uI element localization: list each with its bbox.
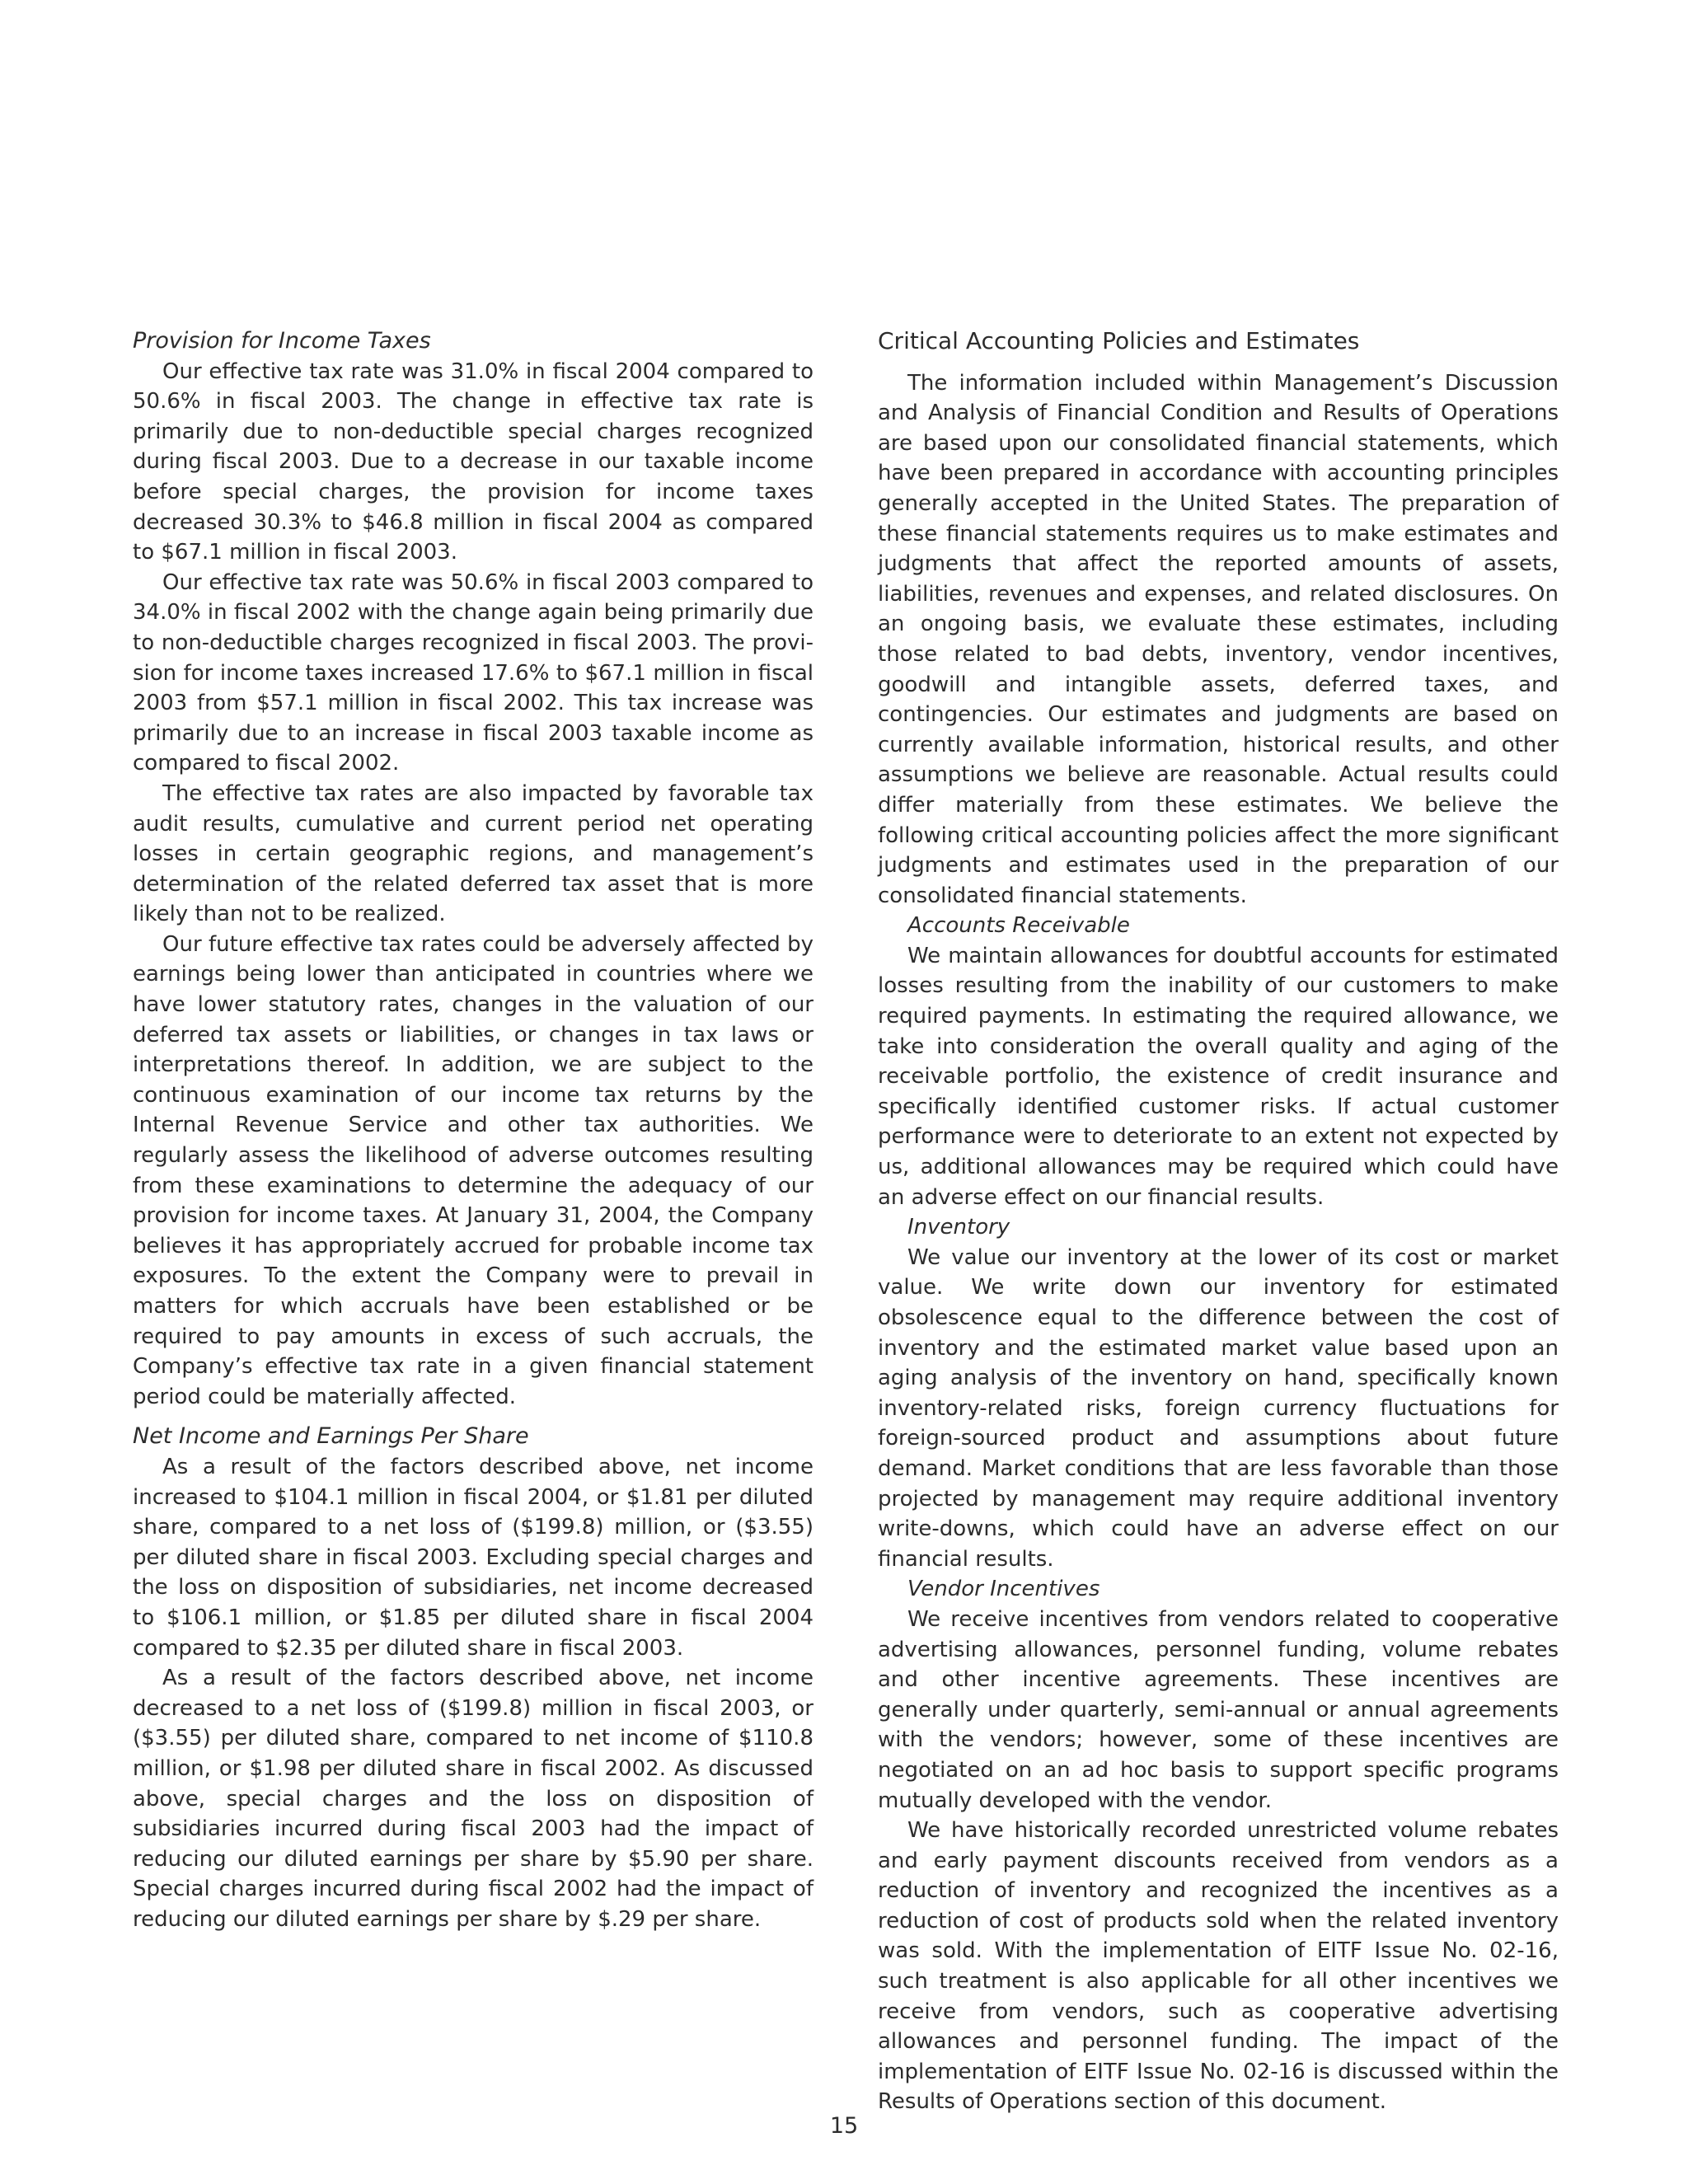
right-column	[878, 326, 1559, 2117]
net-income-paragraph-2: As a result of the factors described above, net income decreased to a net loss of ($199.8) million in fiscal 2003, or ($3.55) per diluted share, compared to net income of $110.8 million, or $1.98 per diluted share in fiscal 2002. As discussed above, special charges and the loss on disposition of subsidiaries incurred during fiscal 2003 had the impact of reducing our diluted earnings per share by $5.90 per share. Special charges incurred during fiscal 2002 had the impact of reducing our diluted earnings per share by $.29 per share.	[133, 1666, 814, 1932]
inventory-subhead: Inventory	[907, 1215, 1010, 1240]
vendor-incentives-subhead: Vendor Incentives	[907, 1577, 1100, 1602]
inventory-paragraph: We value our inventory at the lower of its cost or market value. We write down our inventory for estimated obsolescence equal to the difference between the cost of inventory and the estimated market value based upon an aging analysis of the inventory on hand, specifically known inventory-related risks, foreign currency fluctuations for foreign-sourced product and assumptions about future demand. Market conditions that are less favorable than those projected by management may require additional inventory write-downs, which could have an adverse effect on our financial results.	[878, 1244, 1559, 1572]
net-income-paragraph-1: As a result of the factors described above, net income increased to $104.1 million in fiscal 2004, or $1.81 per diluted share, compared to a net loss of ($199.8) million, or ($3.55) per diluted share in fiscal 2003. Excluding special charges and the loss on disposition of subsidiaries, net income decreased to $106.1 million, or $1.85 per diluted share in fiscal 2004 compared to $2.35 per diluted share in fiscal 2003.	[133, 1454, 814, 1661]
page-number: 15	[829, 2113, 859, 2139]
critical-accounting-heading: Critical Accounting Policies and Estimates	[878, 327, 1360, 354]
left-column	[133, 326, 814, 1934]
section-spacer	[133, 1412, 814, 1422]
provision-for-income-taxes-heading: Provision for Income Taxes	[133, 328, 431, 354]
accounts-receivable-paragraph: We maintain allowances for doubtful accounts for estimated losses resulting from the inability of our customers to make required payments. In estimating the required allowance, we take into consideration the overall quality and aging of the receivable portfolio, the existence of credit insurance and specifically identified customer risks. If actual customer performance were to deteriorate to an extent not expected by us, additional allowances may be required which could have an adverse effect on our financial results.	[878, 943, 1559, 1210]
provision-paragraph-2: Our effective tax rate was 50.6% in fiscal 2003 compared to 34.0% in fiscal 2002 with the change again being primarily due to non-deductible charges recognized in fiscal 2003. The provision for income taxes increased 17.6% to $67.1 million in fiscal 2003 from $57.1 million in fiscal 2002. This tax increase was primarily due to an increase in fiscal 2003 taxable income as compared to fiscal 2002.	[133, 569, 814, 776]
critical-accounting-paragraph: The information included within Management’s Discussion and Analysis of Financial Condition and Results of Operations are based upon our consolidated financial statements, which have been prepared in accordance with accounting principles generally accepted in the United States. The preparation of these financial statements requires us to make estimates and judgments that affect the reported amounts of assets, liabilities, revenues and expenses, and related disclosures. On an ongoing basis, we evaluate these estimates, including those related to bad debts, inventory, vendor incentives, goodwill and intangible assets, deferred taxes, and contingencies. Our estimates and judgments are based on currently available information, historical results, and other assumptions we believe are reasonable. Actual results could differ materially from these estimates. We believe the following critical accounting policies affect the more significant judgments and estimates used in the preparation of our consolidated financial statements.	[878, 370, 1559, 908]
provision-paragraph-3: The effective tax rates are also impacted by favorable tax audit results, cumulative and current period net operating losses in certain geographic regions, and management’s determination of the related deferred tax asset that is more likely than not to be realized.	[133, 780, 814, 927]
net-income-heading: Net Income and Earnings Per Share	[133, 1423, 529, 1450]
provision-paragraph-1: Our effective tax rate was 31.0% in fiscal 2004 compared to 50.6% in fiscal 2003. The change in effective tax rate is primarily due to non-deductible special charges recognized during fiscal 2003. Due to a decrease in our taxable income before special charges, the provision for income taxes decreased 30.3% to $46.8 million in fiscal 2004 as compared to $67.1 million in fiscal 2003.	[133, 359, 814, 565]
vendor-incentives-paragraph-1: We receive incentives from vendors related to cooperative advertising allowances, personnel funding, volume rebates and other incentive agreements. These incentives are generally under quarterly, semi-annual or annual agreements with the vendors; however, some of these incentives are negotiated on an ad hoc basis to support specific programs mutually developed with the vendor.	[878, 1606, 1559, 1813]
accounts-receivable-subhead: Accounts Receivable	[907, 913, 1130, 939]
provision-paragraph-4: Our future effective tax rates could be adversely affected by earnings being lower than anticipated in countries where we have lower statutory rates, changes in the valuation of our deferred tax assets or liabilities, or changes in tax laws or interpretations thereof. In addition, we are subject to the continuous examination of our income tax returns by the Internal Revenue Service and other tax authorities. We regularly assess the likelihood of adverse outcomes resulting from these examinations to determine the adequacy of our provision for income taxes. At January 31, 2004, the Company believes it has appropriately accrued for probable income tax exposures. To the extent the Company were to prevail in matters for which accruals have been established or be required to pay amounts in excess of such accruals, the Company’s effective tax rate in a given financial statement period could be materially affected.	[133, 931, 814, 1409]
vendor-incentives-paragraph-2: We have historically recorded unrestricted volume rebates and early payment discounts received from vendors as a reduction of inventory and recognized the incentives as a reduction of cost of products sold when the related inventory was sold. With the implementation of EITF Issue No. 02-16, such treatment is also applicable for all other incentives we receive from vendors, such as cooperative advertising allowances and personnel funding. The impact of the implementation of EITF Issue No. 02-16 is discussed within the Results of Operations section of this document.	[878, 1818, 1559, 2115]
